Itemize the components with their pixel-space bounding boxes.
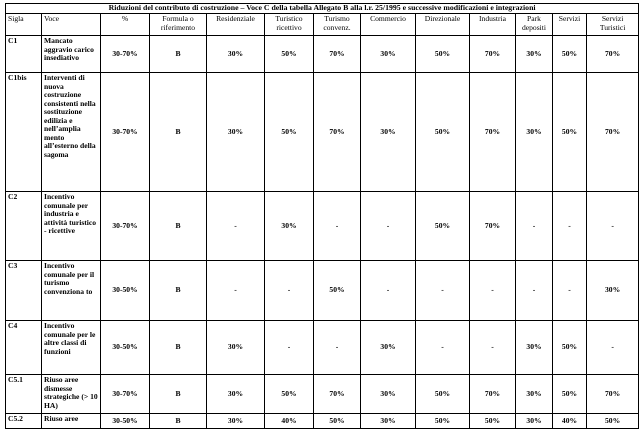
cell-voce: Mancato aggravio carico insediativo (42, 36, 101, 73)
cell-voce: Incentivo comunale per industria e attività turistico - ricettive (42, 192, 101, 261)
col-header-servizi-turistici: Servizi Turistici (587, 14, 639, 36)
cell-servizi: 50% (553, 321, 587, 375)
cell-turistico: 50% (265, 73, 314, 192)
cell-industria: 70% (470, 192, 516, 261)
table-row (6, 192, 639, 261)
cell-sigla: C5.2 (6, 414, 42, 429)
cell-turismo: 70% (314, 36, 361, 73)
col-header-residenziale: Residenziale (207, 14, 265, 36)
title-row (6, 4, 639, 14)
cell-servizi: 40% (553, 414, 587, 429)
cell-residenziale: 30% (207, 321, 265, 375)
cell-direzionale: 50% (416, 36, 470, 73)
cell-formula: B (150, 375, 207, 414)
cell-sigla: C1bis (6, 73, 42, 192)
cell-residenziale: 30% (207, 73, 265, 192)
cell-park: 30% (516, 414, 553, 429)
cell-percent: 30-50% (101, 414, 150, 429)
cell-sigla: C2 (6, 192, 42, 261)
cell-turismo: 50% (314, 414, 361, 429)
cell-direzionale: - (416, 321, 470, 375)
cell-servizi-turistici: 50% (587, 414, 639, 429)
cell-residenziale: 30% (207, 375, 265, 414)
cell-park: 30% (516, 36, 553, 73)
cell-industria: 70% (470, 375, 516, 414)
cell-industria: - (470, 321, 516, 375)
col-header-park: Park depositi (516, 14, 553, 36)
col-header-industria: Industria (470, 14, 516, 36)
cell-servizi: - (553, 261, 587, 321)
cell-commercio: 30% (361, 321, 416, 375)
cell-formula: B (150, 414, 207, 429)
cell-turistico: 50% (265, 36, 314, 73)
cell-direzionale: - (416, 261, 470, 321)
cell-turismo: - (314, 321, 361, 375)
cell-commercio: 30% (361, 375, 416, 414)
cell-commercio: 30% (361, 414, 416, 429)
cell-percent: 30-70% (101, 36, 150, 73)
cell-voce: Incentivo comunale per le altre classi di funzioni (42, 321, 101, 375)
cell-sigla: C4 (6, 321, 42, 375)
cell-industria: 70% (470, 73, 516, 192)
cell-sigla: C1 (6, 36, 42, 73)
cell-servizi-turistici: 30% (587, 261, 639, 321)
cell-turismo: 70% (314, 375, 361, 414)
cell-formula: B (150, 321, 207, 375)
cell-servizi: 50% (553, 73, 587, 192)
cell-percent: 30-50% (101, 261, 150, 321)
table-row (6, 414, 639, 429)
table-row (6, 261, 639, 321)
cell-turismo: 70% (314, 73, 361, 192)
cell-park: 30% (516, 321, 553, 375)
cell-direzionale: 50% (416, 73, 470, 192)
col-header-sigla: Sigla (6, 14, 42, 36)
cell-turistico: - (265, 321, 314, 375)
cell-commercio: - (361, 261, 416, 321)
cell-servizi: 50% (553, 36, 587, 73)
cell-turismo: 50% (314, 261, 361, 321)
cell-turismo: - (314, 192, 361, 261)
cell-park: 30% (516, 375, 553, 414)
table-body (6, 36, 639, 429)
cell-servizi-turistici: 70% (587, 36, 639, 73)
cell-park: 30% (516, 73, 553, 192)
cell-turistico: 30% (265, 192, 314, 261)
cell-industria: - (470, 261, 516, 321)
cell-voce: Incentivo comunale per il turismo convenziona to (42, 261, 101, 321)
cell-park: - (516, 192, 553, 261)
cell-residenziale: - (207, 261, 265, 321)
cell-residenziale: 30% (207, 36, 265, 73)
col-header-commercio: Commercio (361, 14, 416, 36)
cell-direzionale: 50% (416, 414, 470, 429)
cell-percent: 30-70% (101, 375, 150, 414)
cell-residenziale: 30% (207, 414, 265, 429)
cell-servizi: 50% (553, 375, 587, 414)
cell-formula: B (150, 192, 207, 261)
table-row (6, 73, 639, 192)
table-row (6, 36, 639, 73)
cell-voce: Interventi di nuova costruzione consistenti nella sostituzione edilizia e nell’amplia mento all’esterno della sagoma (42, 73, 101, 192)
col-header-servizi: Servizi (553, 14, 587, 36)
cell-direzionale: 50% (416, 192, 470, 261)
cell-formula: B (150, 73, 207, 192)
cell-percent: 30-70% (101, 73, 150, 192)
cell-servizi: - (553, 192, 587, 261)
col-header-turistico: Turistico ricettivo (265, 14, 314, 36)
col-header-direzionale: Direzionale (416, 14, 470, 36)
cell-voce: Riuso aree dismesse strategiche (> 10 HA) (42, 375, 101, 414)
col-header-percent: % (101, 14, 150, 36)
cell-turistico: - (265, 261, 314, 321)
cell-formula: B (150, 36, 207, 73)
table-row (6, 321, 639, 375)
cell-percent: 30-50% (101, 321, 150, 375)
cell-turistico: 40% (265, 414, 314, 429)
cell-commercio: 30% (361, 36, 416, 73)
cell-servizi-turistici: 70% (587, 375, 639, 414)
cell-commercio: - (361, 192, 416, 261)
col-header-voce: Voce (42, 14, 101, 36)
cell-industria: 50% (470, 414, 516, 429)
cell-industria: 70% (470, 36, 516, 73)
cell-park: - (516, 261, 553, 321)
cell-turistico: 50% (265, 375, 314, 414)
cell-servizi-turistici: - (587, 321, 639, 375)
cell-voce: Riuso aree (42, 414, 101, 429)
cell-residenziale: - (207, 192, 265, 261)
cell-servizi-turistici: 70% (587, 73, 639, 192)
col-header-turismo: Turismo convenz. (314, 14, 361, 36)
cell-servizi-turistici: - (587, 192, 639, 261)
cell-percent: 30-70% (101, 192, 150, 261)
table-row (6, 375, 639, 414)
cell-commercio: 30% (361, 73, 416, 192)
cell-formula: B (150, 261, 207, 321)
cell-sigla: C5.1 (6, 375, 42, 414)
cell-direzionale: 50% (416, 375, 470, 414)
header-row (6, 14, 639, 36)
reductions-table (5, 3, 639, 429)
table-title: Riduzioni del contributo di costruzione – Voce C della tabella Allegato B alla l.r. 25/1995 e successive modificazioni e integrazioni (6, 4, 639, 14)
col-header-formula: Formula o riferimento (150, 14, 207, 36)
cell-sigla: C3 (6, 261, 42, 321)
